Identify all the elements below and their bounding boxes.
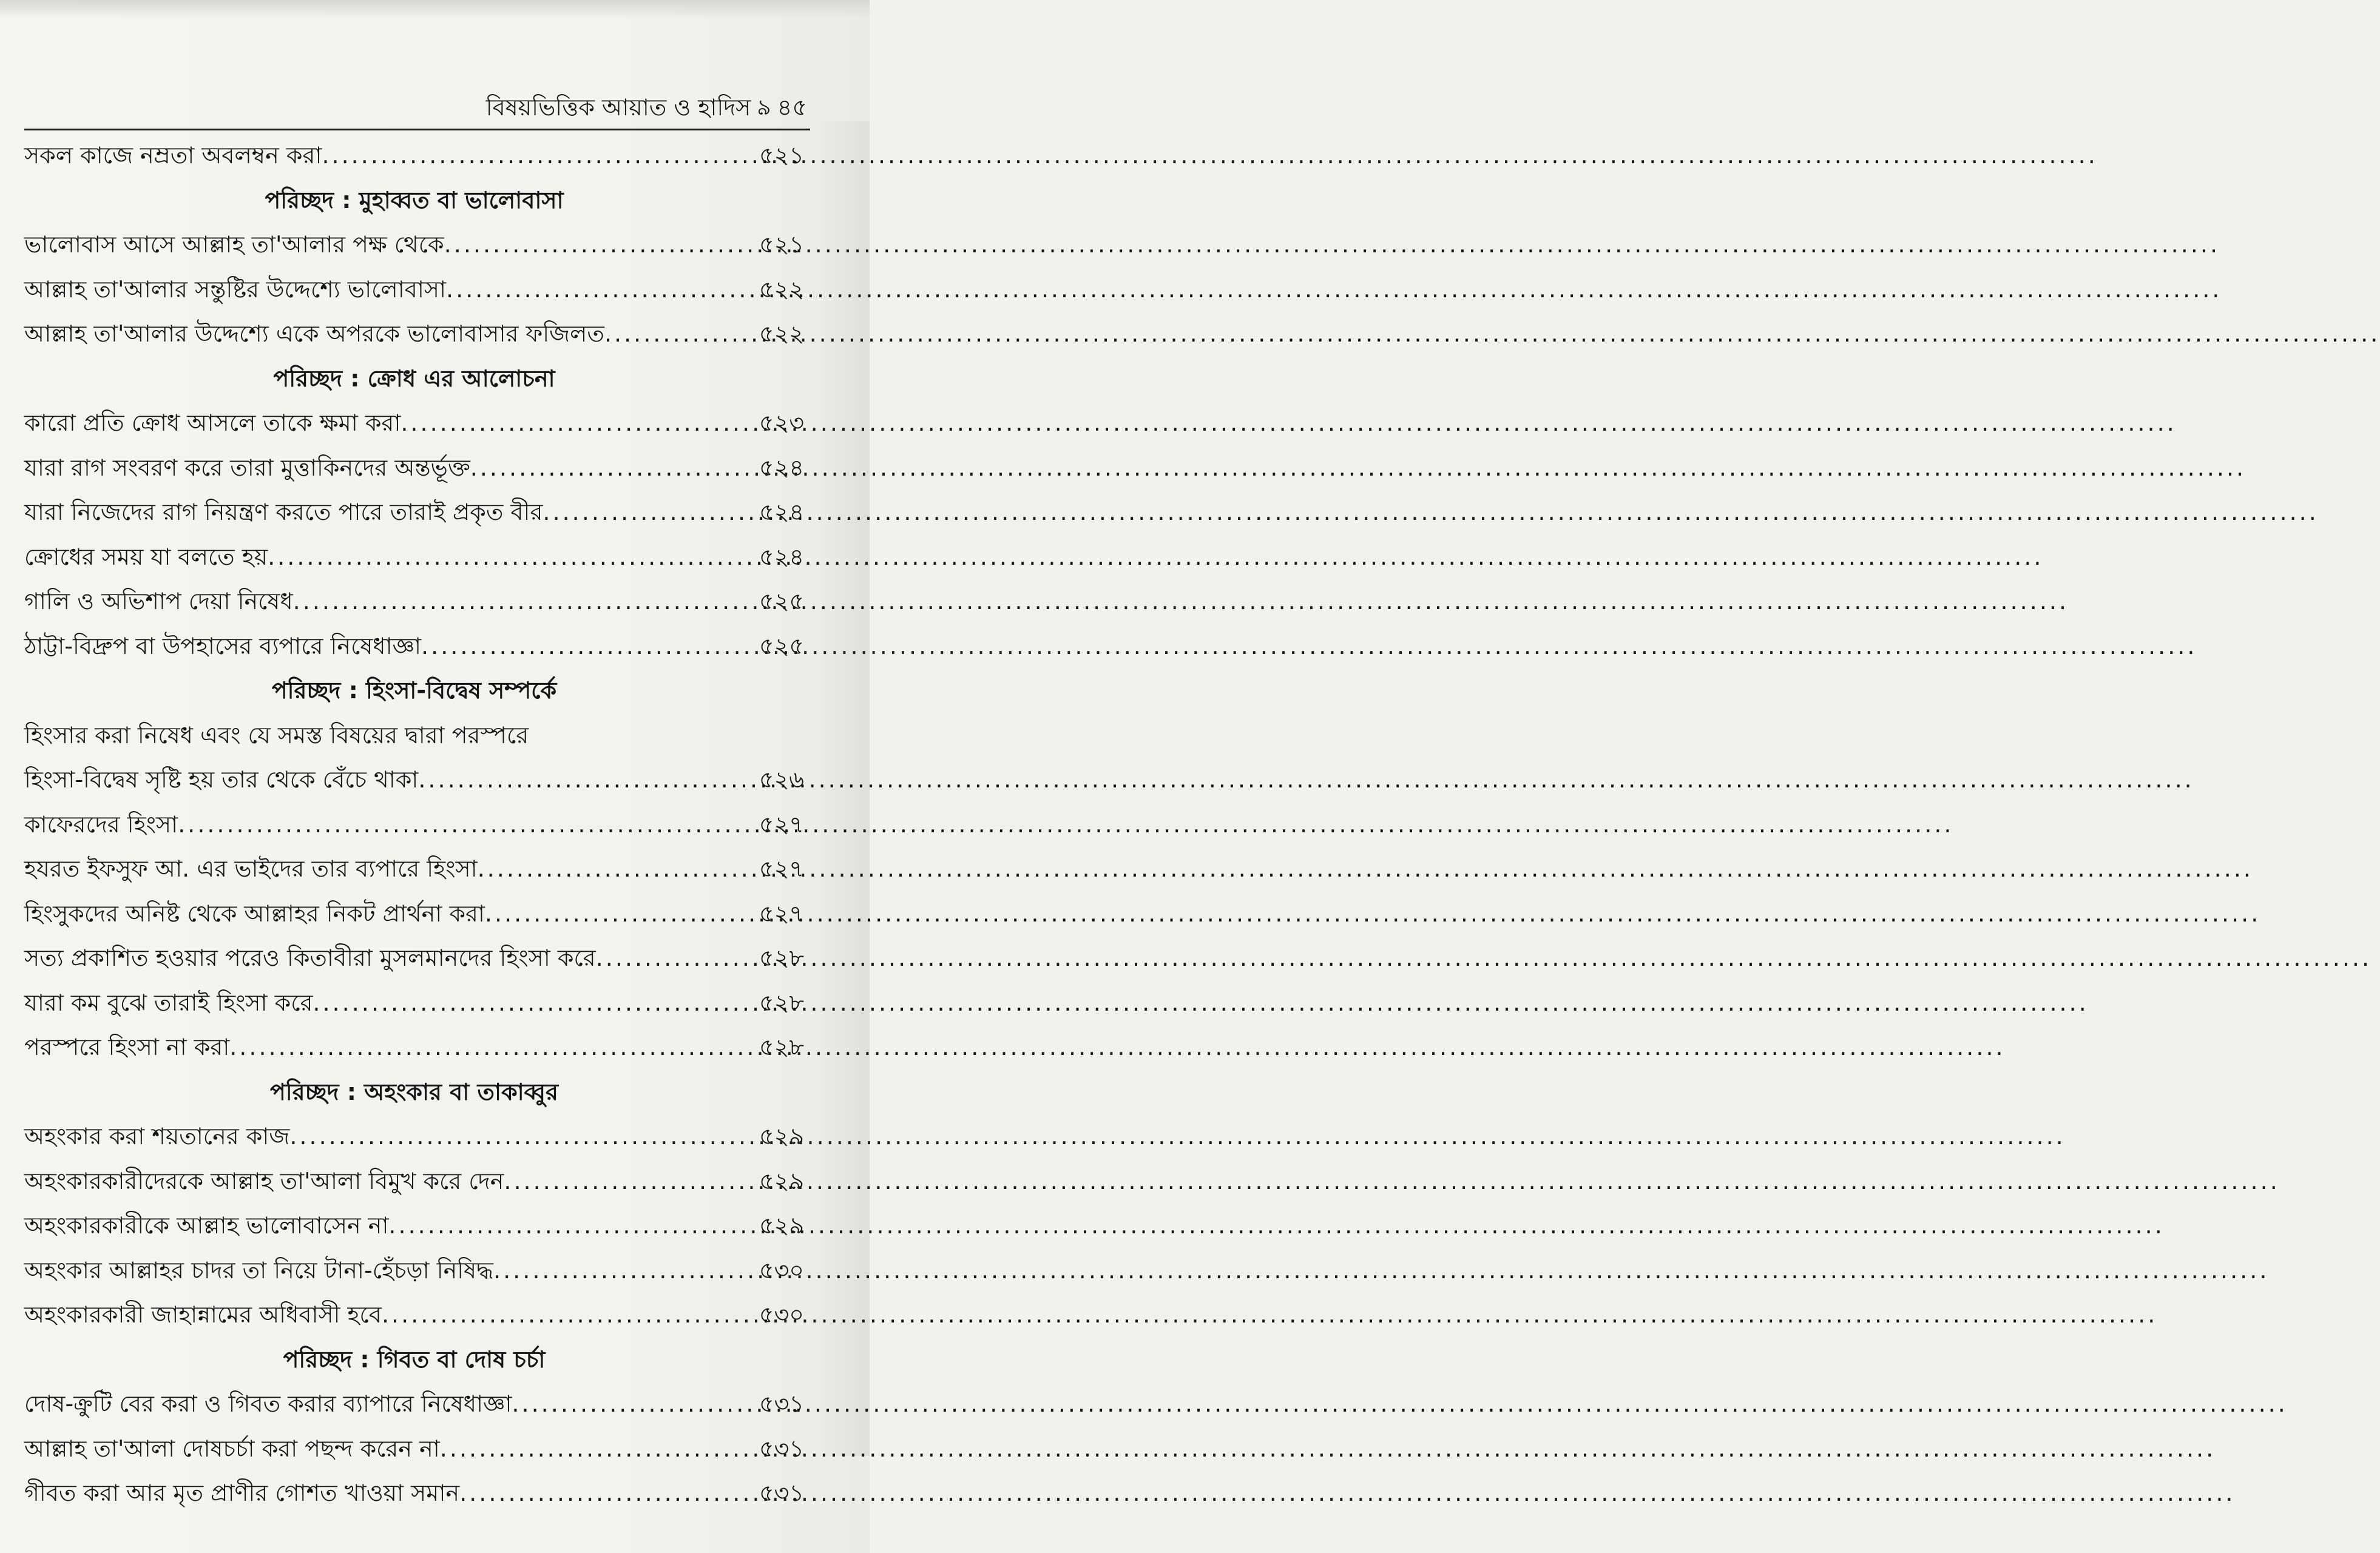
toc-entry-title: অহংকার আল্লাহর চাদর তা নিয়ে টানা-হেঁচড়া নিষিদ্ধ — [24, 1256, 494, 1284]
toc-entry — [24, 1471, 804, 1516]
running-header — [419, 91, 807, 127]
toc-entry-page: ৫২৮ — [759, 945, 804, 971]
dot-leader — [388, 1204, 756, 1248]
dot-leader — [322, 133, 756, 178]
toc-entry-title: হযরত ইফসুফ আ. এর ভাইদের তার ব্যপারে হিংসা — [24, 855, 478, 882]
toc-entry-page: ৫২৩ — [759, 409, 804, 436]
toc-entry-page: ৫২২ — [759, 275, 804, 303]
toc-entry-page: ৫২৭ — [759, 810, 804, 838]
toc-entry-page: ৫২২ — [759, 320, 804, 347]
dot-leader — [478, 847, 756, 892]
toc-entry — [24, 268, 804, 312]
toc-entry — [24, 624, 804, 669]
dot-leader — [459, 1471, 756, 1516]
dot-leader — [178, 803, 756, 847]
toc-entry-page: ৫২৫ — [759, 588, 804, 615]
toc-entry — [24, 1114, 804, 1159]
toc-entry-title: আল্লাহ তা'আলার উদ্দেশ্যে একে অপরকে ভালোবাসার ফজিলত — [24, 320, 604, 347]
header-rule — [24, 129, 810, 130]
toc-entry-page: ৫৩১ — [759, 1435, 804, 1462]
toc-entry-title: কারো প্রতি ক্রোধ আসলে তাকে ক্ষমা করা — [24, 409, 401, 436]
dot-leader — [313, 981, 756, 1026]
toc-entry-page: ৫২৭ — [759, 855, 804, 882]
toc-entry — [24, 1382, 804, 1427]
dot-leader — [401, 401, 756, 446]
toc-entry-page: ৫২৭ — [759, 900, 804, 927]
toc-entry-page: ৫২৮ — [759, 989, 804, 1016]
dot-leader — [268, 535, 756, 580]
toc-entry-title: গীবত করা আর মৃত প্রাণীর গোশত খাওয়া সমান — [24, 1480, 460, 1506]
toc-entry-title: অহংকারকারী জাহান্নামের অধিবাসী হবে — [24, 1301, 382, 1328]
toc-entry-page: ৫২১ — [759, 231, 804, 258]
toc-entry — [24, 133, 804, 178]
toc-entry-title: অহংকার করা শয়তানের কাজ — [24, 1123, 290, 1150]
section-heading: পরিচ্ছদ : হিংসা-বিদ্বেষ সম্পর্কে — [271, 677, 557, 704]
dot-leader — [418, 758, 756, 803]
dot-leader — [596, 936, 756, 981]
toc-entry — [24, 312, 804, 357]
toc-entry-title: গালি ও অভিশাপ দেয়া নিষেধ — [24, 588, 293, 615]
toc-entry-page: ৫২৫ — [759, 632, 804, 659]
toc-entry — [24, 223, 804, 268]
toc-entry-title: আল্লাহ তা'আলার সন্তুষ্টির উদ্দেশ্যে ভালোবাসা — [24, 275, 447, 303]
dot-leader — [382, 1293, 756, 1338]
toc-entry-page: ৫৩১ — [759, 1480, 804, 1506]
dot-leader — [485, 892, 756, 937]
toc-entry-page: ৫৩০ — [759, 1256, 804, 1284]
toc-entry-page: ৫৩১ — [759, 1390, 804, 1417]
toc-entry — [24, 1159, 804, 1204]
toc-entry-title: হিংসুকদের অনিষ্ট থেকে আল্লাহর নিকট প্রার্থনা করা — [24, 900, 485, 927]
dot-leader — [444, 223, 756, 268]
dot-leader — [421, 624, 756, 669]
toc-entry — [24, 758, 804, 803]
toc-entry-page: ৫২৯ — [759, 1167, 804, 1194]
toc-entry-title: সকল কাজে নম্রতা অবলম্বন করা — [24, 142, 322, 169]
section-heading: পরিচ্ছদ : অহংকার বা তাকাব্বুর — [270, 1078, 558, 1105]
dot-leader — [446, 268, 756, 312]
toc-entry-title: পরস্পরে হিংসা না করা — [24, 1034, 230, 1060]
dot-leader — [543, 490, 756, 535]
toc-entry-title: আল্লাহ তা'আলা দোষচর্চা করা পছন্দ করেন না — [24, 1435, 440, 1462]
toc-entry — [24, 803, 804, 847]
toc-entry — [24, 1025, 804, 1070]
toc-entry-title: কাফেরদের হিংসা — [24, 810, 178, 838]
toc-entry-title: অহংকারকারীদেরকে আল্লাহ তা'আলা বিমুখ করে দেন — [24, 1167, 504, 1194]
toc-entry-title: ঠাট্টা-বিদ্রুপ বা উপহাসের ব্যপারে নিষেধাজ্ঞা — [24, 632, 422, 659]
toc-entry-page: ৫৩০ — [759, 1301, 804, 1328]
section-heading: পরিচ্ছদ : গিবত বা দোষ চর্চা — [283, 1346, 546, 1373]
book-page — [0, 0, 870, 1553]
header-ornament-icon: ৯ — [757, 95, 771, 120]
dot-leader — [440, 1427, 756, 1472]
dot-leader — [604, 312, 756, 357]
toc-entry — [24, 1427, 804, 1472]
toc-entry — [24, 535, 804, 580]
toc-entry-page: ৫২৪ — [759, 543, 804, 570]
toc-entry-title: ক্রোধের সময় যা বলতে হয় — [24, 543, 268, 570]
toc-entry-title: যারা নিজেদের রাগ নিয়ন্ত্রণ করতে পারে তারাই প্রকৃত বীর — [24, 499, 543, 525]
toc-entry — [24, 490, 804, 535]
toc-entry — [24, 1293, 804, 1338]
toc-entry — [24, 1204, 804, 1248]
section-heading: পরিচ্ছদ : ক্রোধ এর আলোচনা — [273, 365, 555, 392]
toc-entry — [24, 713, 804, 758]
dot-leader — [493, 1248, 756, 1293]
toc-entry — [24, 1248, 804, 1293]
dot-leader — [289, 1114, 756, 1159]
toc-entry-page: ৫২৮ — [759, 1034, 804, 1060]
header-page-number: ৪৫ — [777, 94, 807, 121]
toc-entry-page: ৫২৯ — [759, 1123, 804, 1150]
toc-entry-title: যারা কম বুঝে তারাই হিংসা করে — [24, 989, 313, 1016]
dot-leader — [470, 446, 756, 491]
toc-entry-title: দোষ-ক্রুটি বের করা ও গিবত করার ব্যাপারে নিষেধাজ্ঞা — [24, 1390, 512, 1417]
dot-leader — [229, 1025, 756, 1070]
toc-entry-title: যারা রাগ সংবরণ করে তারা মুত্তাকিনদের অন্তর্ভূক্ত — [24, 454, 470, 481]
dot-leader — [504, 1159, 756, 1204]
table-of-contents — [24, 133, 804, 1516]
section-heading: পরিচ্ছদ : মুহাব্বত বা ভালোবাসা — [265, 186, 564, 214]
toc-entry — [24, 936, 804, 981]
toc-entry-title: সত্য প্রকাশিত হওয়ার পরেও কিতাবীরা মুসলমানদের হিংসা করে — [24, 945, 596, 971]
dot-leader — [293, 579, 756, 624]
toc-entry — [24, 981, 804, 1026]
toc-entry-title: হিংসার করা নিষেধ এবং যে সমস্ত বিষয়ের দ্বারা পরস্পরে — [24, 721, 529, 749]
toc-entry-page: ৫২১ — [759, 142, 804, 169]
toc-entry — [24, 401, 804, 446]
toc-entry-page: ৫২৪ — [759, 499, 804, 525]
toc-entry — [24, 892, 804, 937]
header-title: বিষয়ভিত্তিক আয়াত ও হাদিস — [485, 94, 751, 121]
toc-entry-page: ৫২৪ — [759, 454, 804, 481]
toc-entry — [24, 847, 804, 892]
toc-entry-title: ভালোবাস আসে আল্লাহ তা'আলার পক্ষ থেকে — [24, 231, 444, 258]
toc-entry-title: হিংসা-বিদ্বেষ সৃষ্টি হয় তার থেকে বেঁচে থাকা — [24, 766, 419, 793]
toc-entry-title: অহংকারকারীকে আল্লাহ ভালোবাসেন না — [24, 1212, 389, 1239]
toc-entry — [24, 579, 804, 624]
page-top-shadow — [0, 0, 870, 18]
toc-entry-page: ৫২৬ — [759, 766, 804, 793]
toc-entry — [24, 446, 804, 491]
dot-leader — [512, 1382, 756, 1427]
toc-entry-page: ৫২৯ — [759, 1212, 804, 1239]
